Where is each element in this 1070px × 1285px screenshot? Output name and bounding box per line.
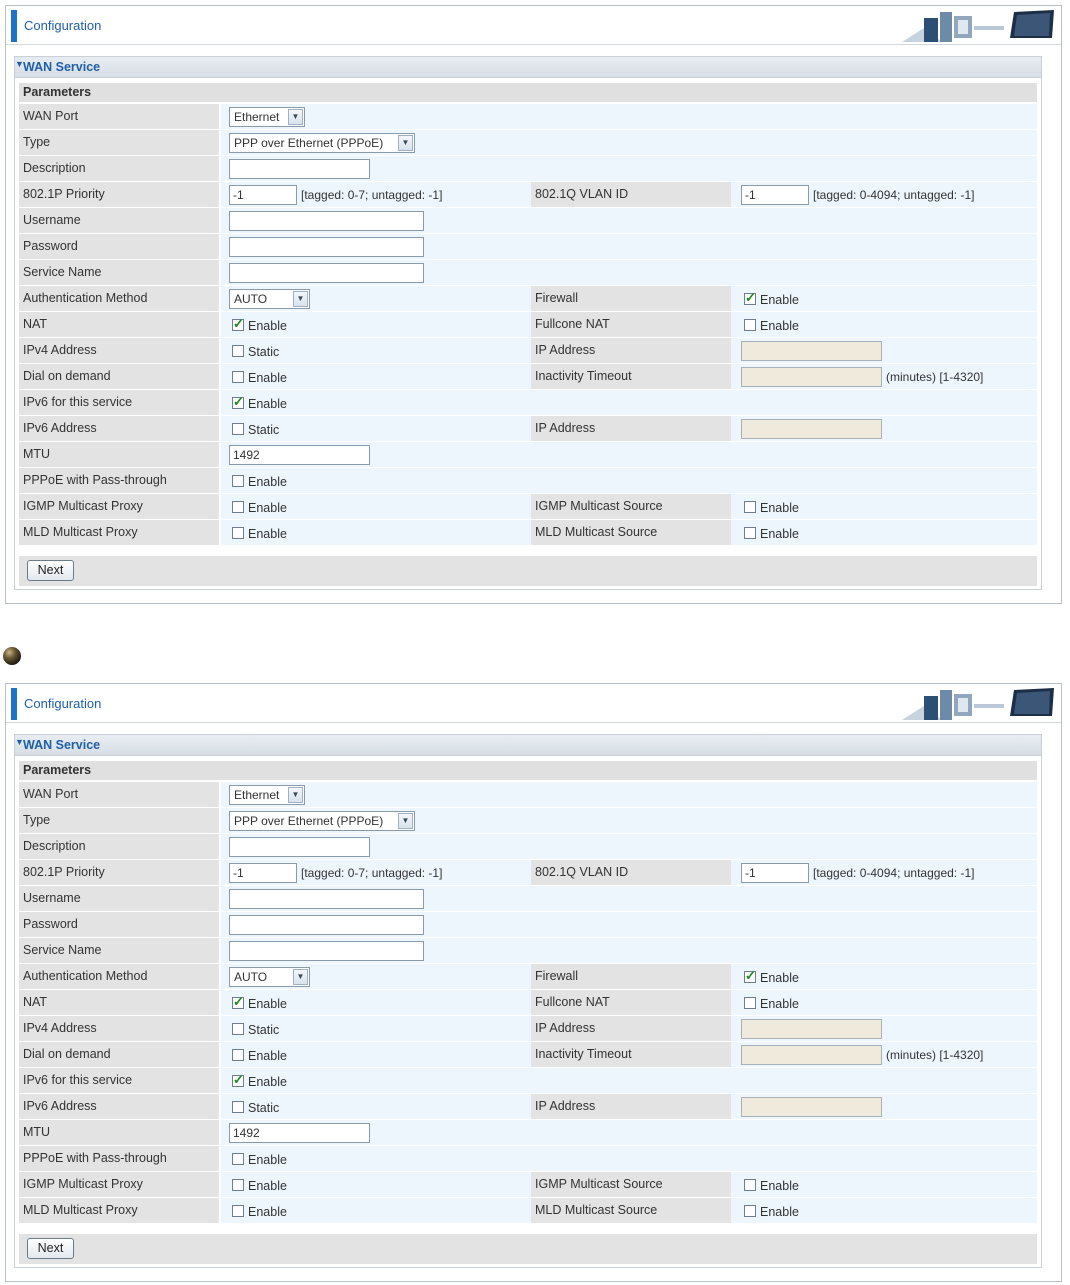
fullcone-nat-label: Fullcone NAT bbox=[535, 995, 610, 1009]
row-ipv6-service bbox=[19, 1068, 1037, 1093]
form-footer bbox=[19, 1234, 1037, 1264]
row-username bbox=[19, 208, 1037, 233]
inactivity-hint: (minutes) [1-4320] bbox=[886, 1048, 984, 1062]
pppoe-pass-through-checkbox[interactable] bbox=[232, 475, 244, 487]
password-input[interactable] bbox=[229, 915, 424, 935]
mld-proxy-checkbox[interactable] bbox=[232, 527, 244, 539]
username-label: Username bbox=[23, 213, 81, 227]
bullet-ball-icon bbox=[2, 646, 22, 666]
configuration-header bbox=[6, 684, 1061, 723]
priority-input[interactable]: -1 bbox=[229, 185, 297, 205]
row-ipv6-address bbox=[19, 416, 1037, 441]
row-password bbox=[19, 912, 1037, 937]
ipv4-static-checkbox[interactable] bbox=[232, 345, 244, 357]
igmp-proxy-checkbox[interactable] bbox=[232, 1179, 244, 1191]
ipv6-address-label: IPv6 Address bbox=[23, 421, 97, 435]
wan-service-section bbox=[14, 734, 1042, 1268]
nat-label: NAT bbox=[23, 995, 48, 1009]
mtu-label: MTU bbox=[23, 1125, 51, 1139]
priority-label: 802.1P Priority bbox=[23, 865, 105, 879]
igmp-source-checkbox[interactable] bbox=[744, 1179, 756, 1191]
mld-proxy-enable-label: Enable bbox=[248, 527, 287, 541]
row-igmp bbox=[19, 494, 1037, 519]
ipv4-static-checkbox[interactable] bbox=[232, 1023, 244, 1035]
type-select[interactable]: PPP over Ethernet (PPPoE) ▼ bbox=[229, 133, 415, 153]
network-devices-icon bbox=[902, 686, 1057, 720]
chevron-down-icon: ▼ bbox=[398, 813, 413, 829]
section-header[interactable] bbox=[15, 735, 1041, 756]
row-pppoe-pass bbox=[19, 1146, 1037, 1171]
row-username bbox=[19, 886, 1037, 911]
collapse-triangle-icon[interactable]: ▼ bbox=[15, 737, 24, 747]
ipv4-address-label: IPv4 Address bbox=[23, 343, 97, 357]
igmp-source-checkbox[interactable] bbox=[744, 501, 756, 513]
mld-proxy-enable-label: Enable bbox=[248, 1205, 287, 1219]
ipv6-static-label: Static bbox=[248, 423, 280, 437]
ipv4-address-label: IPv4 Address bbox=[23, 1021, 97, 1035]
wan-service-panel-2 bbox=[5, 683, 1062, 1282]
username-label: Username bbox=[23, 891, 81, 905]
mld-proxy-label: MLD Multicast Proxy bbox=[23, 525, 138, 539]
username-input[interactable] bbox=[229, 211, 424, 231]
row-mtu bbox=[19, 442, 1037, 467]
network-devices-icon bbox=[902, 8, 1057, 42]
ipv6-service-enable-label: Enable bbox=[248, 397, 287, 411]
wan-port-label: WAN Port bbox=[23, 787, 79, 801]
igmp-source-enable-label: Enable bbox=[760, 1179, 799, 1193]
inactivity-timeout-label: Inactivity Timeout bbox=[535, 369, 632, 383]
row-ipv6-service bbox=[19, 390, 1037, 415]
wan-port-select[interactable]: Ethernet ▼ bbox=[229, 107, 305, 127]
row-priority-vlan bbox=[19, 860, 1037, 885]
dial-enable-label: Enable bbox=[248, 371, 287, 385]
row-service-name bbox=[19, 938, 1037, 963]
vlan-id-label: 802.1Q VLAN ID bbox=[535, 187, 629, 201]
row-ipv4 bbox=[19, 1016, 1037, 1041]
pppoe-pass-enable-label: Enable bbox=[248, 1153, 287, 1167]
service-name-input[interactable] bbox=[229, 941, 424, 961]
service-name-label: Service Name bbox=[23, 943, 102, 957]
mld-source-checkbox[interactable] bbox=[744, 527, 756, 539]
row-type bbox=[19, 808, 1037, 833]
chevron-down-icon: ▼ bbox=[293, 969, 308, 985]
configuration-title: Configuration bbox=[24, 696, 102, 711]
parameters-heading: Parameters bbox=[19, 83, 1037, 102]
priority-hint: [tagged: 0-7; untagged: -1] bbox=[301, 866, 443, 880]
row-mld bbox=[19, 520, 1037, 545]
nat-label: NAT bbox=[23, 317, 48, 331]
row-type bbox=[19, 130, 1037, 155]
dial-on-demand-checkbox[interactable] bbox=[232, 1049, 244, 1061]
ipv6-service-checkbox[interactable] bbox=[232, 397, 244, 409]
row-description bbox=[19, 156, 1037, 181]
mld-proxy-label: MLD Multicast Proxy bbox=[23, 1203, 138, 1217]
collapse-triangle-icon[interactable]: ▼ bbox=[15, 59, 24, 69]
mtu-input[interactable]: 1492 bbox=[229, 445, 370, 465]
ip-address-label: IP Address bbox=[535, 343, 596, 357]
ipv6-service-enable-label: Enable bbox=[248, 1075, 287, 1089]
next-button[interactable]: Next bbox=[27, 560, 74, 581]
ipv4-ip-input[interactable] bbox=[741, 341, 882, 361]
ipv6-service-label: IPv6 for this service bbox=[23, 1073, 133, 1087]
nat-checkbox[interactable] bbox=[232, 997, 244, 1009]
firewall-enable-label: Enable bbox=[760, 293, 799, 307]
ipv6-service-checkbox[interactable] bbox=[232, 1075, 244, 1087]
ipv6-ip-input[interactable] bbox=[741, 419, 882, 439]
ipv4-ip-input[interactable] bbox=[741, 1019, 882, 1039]
service-name-label: Service Name bbox=[23, 265, 102, 279]
row-nat bbox=[19, 990, 1037, 1015]
fullcone-nat-checkbox[interactable] bbox=[744, 319, 756, 331]
igmp-source-label: IGMP Multicast Source bbox=[535, 1177, 663, 1191]
fullcone-enable-label: Enable bbox=[760, 997, 799, 1011]
configuration-header bbox=[6, 6, 1061, 45]
auth-method-label: Authentication Method bbox=[23, 969, 148, 983]
chevron-down-icon: ▼ bbox=[288, 109, 303, 125]
description-label: Description bbox=[23, 839, 86, 853]
wan-port-label: WAN Port bbox=[23, 109, 79, 123]
row-dial bbox=[19, 364, 1037, 389]
row-nat bbox=[19, 312, 1037, 337]
row-igmp bbox=[19, 1172, 1037, 1197]
description-label: Description bbox=[23, 161, 86, 175]
type-label: Type bbox=[23, 135, 51, 149]
ipv6-ip-address-label: IP Address bbox=[535, 421, 596, 435]
type-label: Type bbox=[23, 813, 51, 827]
firewall-enable-label: Enable bbox=[760, 971, 799, 985]
row-mld bbox=[19, 1198, 1037, 1223]
mld-source-enable-label: Enable bbox=[760, 1205, 799, 1219]
chevron-down-icon: ▼ bbox=[293, 291, 308, 307]
firewall-checkbox[interactable] bbox=[744, 293, 756, 305]
igmp-source-enable-label: Enable bbox=[760, 501, 799, 515]
mtu-label: MTU bbox=[23, 447, 51, 461]
type-select[interactable]: PPP over Ethernet (PPPoE) ▼ bbox=[229, 811, 415, 831]
row-service-name bbox=[19, 260, 1037, 285]
pppoe-pass-through-label: PPPoE with Pass-through bbox=[23, 1151, 167, 1165]
igmp-source-label: IGMP Multicast Source bbox=[535, 499, 663, 513]
wan-port-select[interactable]: Ethernet ▼ bbox=[229, 785, 305, 805]
fullcone-nat-label: Fullcone NAT bbox=[535, 317, 610, 331]
description-input[interactable] bbox=[229, 837, 370, 857]
mld-source-label: MLD Multicast Source bbox=[535, 1203, 658, 1217]
ipv6-static-checkbox[interactable] bbox=[232, 1101, 244, 1113]
auth-method-select[interactable]: AUTO ▼ bbox=[229, 967, 310, 987]
vlan-id-input[interactable]: -1 bbox=[741, 185, 809, 205]
pppoe-pass-enable-label: Enable bbox=[248, 475, 287, 489]
pppoe-pass-through-checkbox[interactable] bbox=[232, 1153, 244, 1165]
row-ipv4 bbox=[19, 338, 1037, 363]
chevron-down-icon: ▼ bbox=[288, 787, 303, 803]
row-wan-port bbox=[19, 782, 1037, 807]
nat-checkbox[interactable] bbox=[232, 319, 244, 331]
mld-source-enable-label: Enable bbox=[760, 527, 799, 541]
section-title: WAN Service bbox=[23, 60, 101, 74]
firewall-checkbox[interactable] bbox=[744, 971, 756, 983]
password-input[interactable] bbox=[229, 237, 424, 257]
section-header[interactable] bbox=[15, 57, 1041, 78]
inactivity-timeout-input[interactable] bbox=[741, 1045, 882, 1065]
dial-enable-label: Enable bbox=[248, 1049, 287, 1063]
row-ipv6-address bbox=[19, 1094, 1037, 1119]
row-password bbox=[19, 234, 1037, 259]
inactivity-hint: (minutes) [1-4320] bbox=[886, 370, 984, 384]
vlan-hint: [tagged: 0-4094; untagged: -1] bbox=[813, 188, 975, 202]
wan-service-section bbox=[14, 56, 1042, 590]
row-pppoe-pass bbox=[19, 468, 1037, 493]
ipv6-ip-input[interactable] bbox=[741, 1097, 882, 1117]
username-input[interactable] bbox=[229, 889, 424, 909]
ipv4-static-label: Static bbox=[248, 345, 280, 359]
vlan-hint: [tagged: 0-4094; untagged: -1] bbox=[813, 866, 975, 880]
ipv6-address-label: IPv6 Address bbox=[23, 1099, 97, 1113]
priority-hint: [tagged: 0-7; untagged: -1] bbox=[301, 188, 443, 202]
igmp-proxy-label: IGMP Multicast Proxy bbox=[23, 1177, 143, 1191]
nat-enable-label: Enable bbox=[248, 319, 287, 333]
auth-method-select[interactable]: AUTO ▼ bbox=[229, 289, 310, 309]
priority-label: 802.1P Priority bbox=[23, 187, 105, 201]
next-button[interactable]: Next bbox=[27, 1238, 74, 1259]
ipv6-static-checkbox[interactable] bbox=[232, 423, 244, 435]
ipv6-service-label: IPv6 for this service bbox=[23, 395, 133, 409]
mld-proxy-checkbox[interactable] bbox=[232, 1205, 244, 1217]
section-title: WAN Service bbox=[23, 738, 101, 752]
header-accent-bar bbox=[11, 688, 17, 720]
header-accent-bar bbox=[11, 10, 17, 42]
description-input[interactable] bbox=[229, 159, 370, 179]
vlan-id-label: 802.1Q VLAN ID bbox=[535, 865, 629, 879]
firewall-label: Firewall bbox=[535, 291, 579, 305]
row-priority-vlan bbox=[19, 182, 1037, 207]
form-footer bbox=[19, 556, 1037, 586]
row-auth-firewall bbox=[19, 286, 1037, 311]
row-dial bbox=[19, 1042, 1037, 1067]
fullcone-enable-label: Enable bbox=[760, 319, 799, 333]
vlan-id-input[interactable]: -1 bbox=[741, 863, 809, 883]
parameters-heading: Parameters bbox=[19, 761, 1037, 780]
service-name-input[interactable] bbox=[229, 263, 424, 283]
priority-input[interactable]: -1 bbox=[229, 863, 297, 883]
dial-on-demand-label: Dial on demand bbox=[23, 1047, 111, 1061]
pppoe-pass-through-label: PPPoE with Pass-through bbox=[23, 473, 167, 487]
configuration-title: Configuration bbox=[24, 18, 102, 33]
firewall-label: Firewall bbox=[535, 969, 579, 983]
ip-address-label: IP Address bbox=[535, 1021, 596, 1035]
password-label: Password bbox=[23, 239, 78, 253]
mld-source-label: MLD Multicast Source bbox=[535, 525, 658, 539]
wan-service-panel-1 bbox=[5, 5, 1062, 604]
dial-on-demand-checkbox[interactable] bbox=[232, 371, 244, 383]
auth-method-label: Authentication Method bbox=[23, 291, 148, 305]
inactivity-timeout-input[interactable] bbox=[741, 367, 882, 387]
igmp-proxy-label: IGMP Multicast Proxy bbox=[23, 499, 143, 513]
chevron-down-icon: ▼ bbox=[398, 135, 413, 151]
mld-source-checkbox[interactable] bbox=[744, 1205, 756, 1217]
igmp-proxy-enable-label: Enable bbox=[248, 501, 287, 515]
ipv6-ip-address-label: IP Address bbox=[535, 1099, 596, 1113]
row-description bbox=[19, 834, 1037, 859]
nat-enable-label: Enable bbox=[248, 997, 287, 1011]
row-wan-port bbox=[19, 104, 1037, 129]
ipv6-static-label: Static bbox=[248, 1101, 280, 1115]
fullcone-nat-checkbox[interactable] bbox=[744, 997, 756, 1009]
dial-on-demand-label: Dial on demand bbox=[23, 369, 111, 383]
row-auth-firewall bbox=[19, 964, 1037, 989]
inactivity-timeout-label: Inactivity Timeout bbox=[535, 1047, 632, 1061]
igmp-proxy-checkbox[interactable] bbox=[232, 501, 244, 513]
ipv4-static-label: Static bbox=[248, 1023, 280, 1037]
row-mtu bbox=[19, 1120, 1037, 1145]
igmp-proxy-enable-label: Enable bbox=[248, 1179, 287, 1193]
mtu-input[interactable]: 1492 bbox=[229, 1123, 370, 1143]
password-label: Password bbox=[23, 917, 78, 931]
